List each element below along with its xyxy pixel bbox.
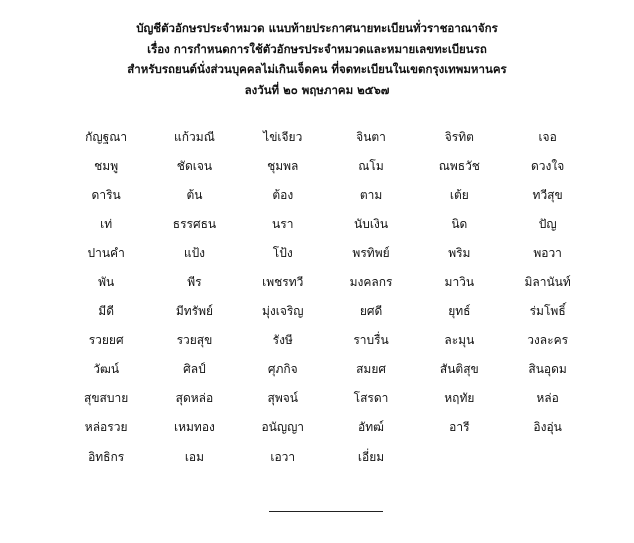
- category-name: เพชรทวี: [262, 275, 304, 290]
- header-subject-line: เรื่อง การกำหนดการใช้ตัวอักษรประจำหมวดและหมายเลขทะเบียนรถ: [147, 41, 487, 56]
- category-name: ละมุน: [444, 333, 475, 348]
- category-name: อิงอุ่น: [533, 420, 562, 435]
- header-date-line: ลงวันที่ ๒๐ พฤษภาคม ๒๕๖๗: [244, 82, 390, 97]
- category-name: ยศดี: [359, 304, 383, 319]
- category-name: พรทิพย์: [352, 245, 390, 260]
- category-name: มีดี: [98, 304, 114, 319]
- category-name: เอวา: [270, 449, 296, 464]
- category-name: วัฒน์: [93, 362, 120, 377]
- header-title-line: บัญชีตัวอักษรประจำหมวด แนบท้ายประกาศนายทะเบียนทั่วราชอาณาจักร: [136, 21, 498, 35]
- category-name: จินตา: [356, 129, 386, 144]
- category-name: มิลานันท์: [524, 275, 571, 290]
- category-name: อนัญญา: [261, 420, 305, 435]
- category-name: ชุมพล: [267, 158, 299, 173]
- category-name: แก้วมณี: [174, 129, 215, 144]
- category-name: สันติสุข: [439, 362, 479, 377]
- category-name: นับเงิน: [354, 216, 389, 231]
- category-name: หล่อ: [536, 391, 559, 406]
- category-name: ธรรศธน: [172, 216, 217, 231]
- category-name: วงละคร: [527, 333, 569, 348]
- category-name: พอวา: [533, 245, 562, 260]
- category-name: เจอ: [538, 129, 557, 144]
- category-name: ต้อง: [272, 187, 294, 202]
- category-name: พริม: [448, 245, 471, 260]
- category-name: ราบรื่น: [353, 333, 389, 348]
- category-name: นรา: [272, 216, 294, 231]
- category-name: ณโม: [358, 158, 384, 173]
- category-name: ต้น: [186, 187, 203, 202]
- category-name: สุพจน์: [267, 391, 298, 406]
- category-name: เหมทอง: [173, 420, 215, 435]
- category-name: ชัดเจน: [176, 158, 213, 173]
- category-name: นิด: [451, 216, 468, 231]
- footer-divider: [269, 511, 383, 512]
- category-name: กัญฐณา: [85, 129, 128, 144]
- category-name: ยุทธ์: [448, 304, 471, 319]
- category-name: แป้ง: [183, 245, 206, 260]
- category-name: สินอุดม: [528, 362, 567, 377]
- category-name: ปัญ: [538, 216, 557, 231]
- category-name: ปานคำ: [87, 245, 125, 260]
- category-name: รวยยศ: [88, 333, 124, 348]
- category-name: สุขสบาย: [84, 391, 129, 406]
- category-name: ตาม: [359, 187, 383, 202]
- category-name: ดวงใจ: [530, 158, 565, 173]
- category-name: อารี: [449, 420, 470, 435]
- category-name: มงคลกร: [349, 275, 393, 290]
- category-name: ศิลป์: [183, 362, 206, 377]
- category-name: โสรดา: [353, 391, 389, 406]
- category-name: เต้ย: [449, 187, 469, 202]
- category-name: อัทฒ์: [358, 420, 385, 435]
- category-name: สมยศ: [356, 362, 386, 377]
- category-name: รวยสุข: [176, 333, 213, 348]
- category-name: มาวิน: [444, 275, 475, 290]
- category-name: ศุภกิจ: [267, 362, 298, 377]
- category-name: หล่อรวย: [84, 420, 128, 435]
- category-name: ดาริน: [91, 187, 121, 202]
- category-name: หฤทัย: [444, 391, 475, 406]
- category-name: โป้ง: [272, 245, 293, 260]
- category-name: มุ่งเจริญ: [261, 304, 304, 319]
- category-name: ทวีสุข: [532, 187, 563, 202]
- category-letter-list: [62, 122, 592, 471]
- category-name: จิรทิต: [444, 129, 474, 144]
- category-name: ชมพู: [94, 158, 119, 173]
- category-name: ณพธวัช: [438, 158, 480, 173]
- category-name: มีทรัพย์: [175, 304, 214, 319]
- category-name: ร่มโพธิ์: [529, 304, 566, 319]
- header-scope-line: สำหรับรถยนต์นั่งส่วนบุคคลไม่เกินเจ็ดคน ที่จดทะเบียนในเขตกรุงเทพมหานคร: [127, 62, 507, 76]
- category-name: เอม: [184, 449, 205, 464]
- category-name: พีร: [187, 275, 202, 290]
- category-name: ไข่เจียว: [263, 129, 303, 144]
- category-name: สุดหล่อ: [175, 391, 214, 406]
- document-header: [0, 18, 634, 100]
- category-name: เอี่ยม: [357, 449, 385, 464]
- category-name: พัน: [98, 275, 115, 290]
- category-name: เท่: [100, 216, 113, 231]
- category-name: อิทธิกร: [88, 449, 125, 464]
- category-name: รังษี: [272, 333, 293, 348]
